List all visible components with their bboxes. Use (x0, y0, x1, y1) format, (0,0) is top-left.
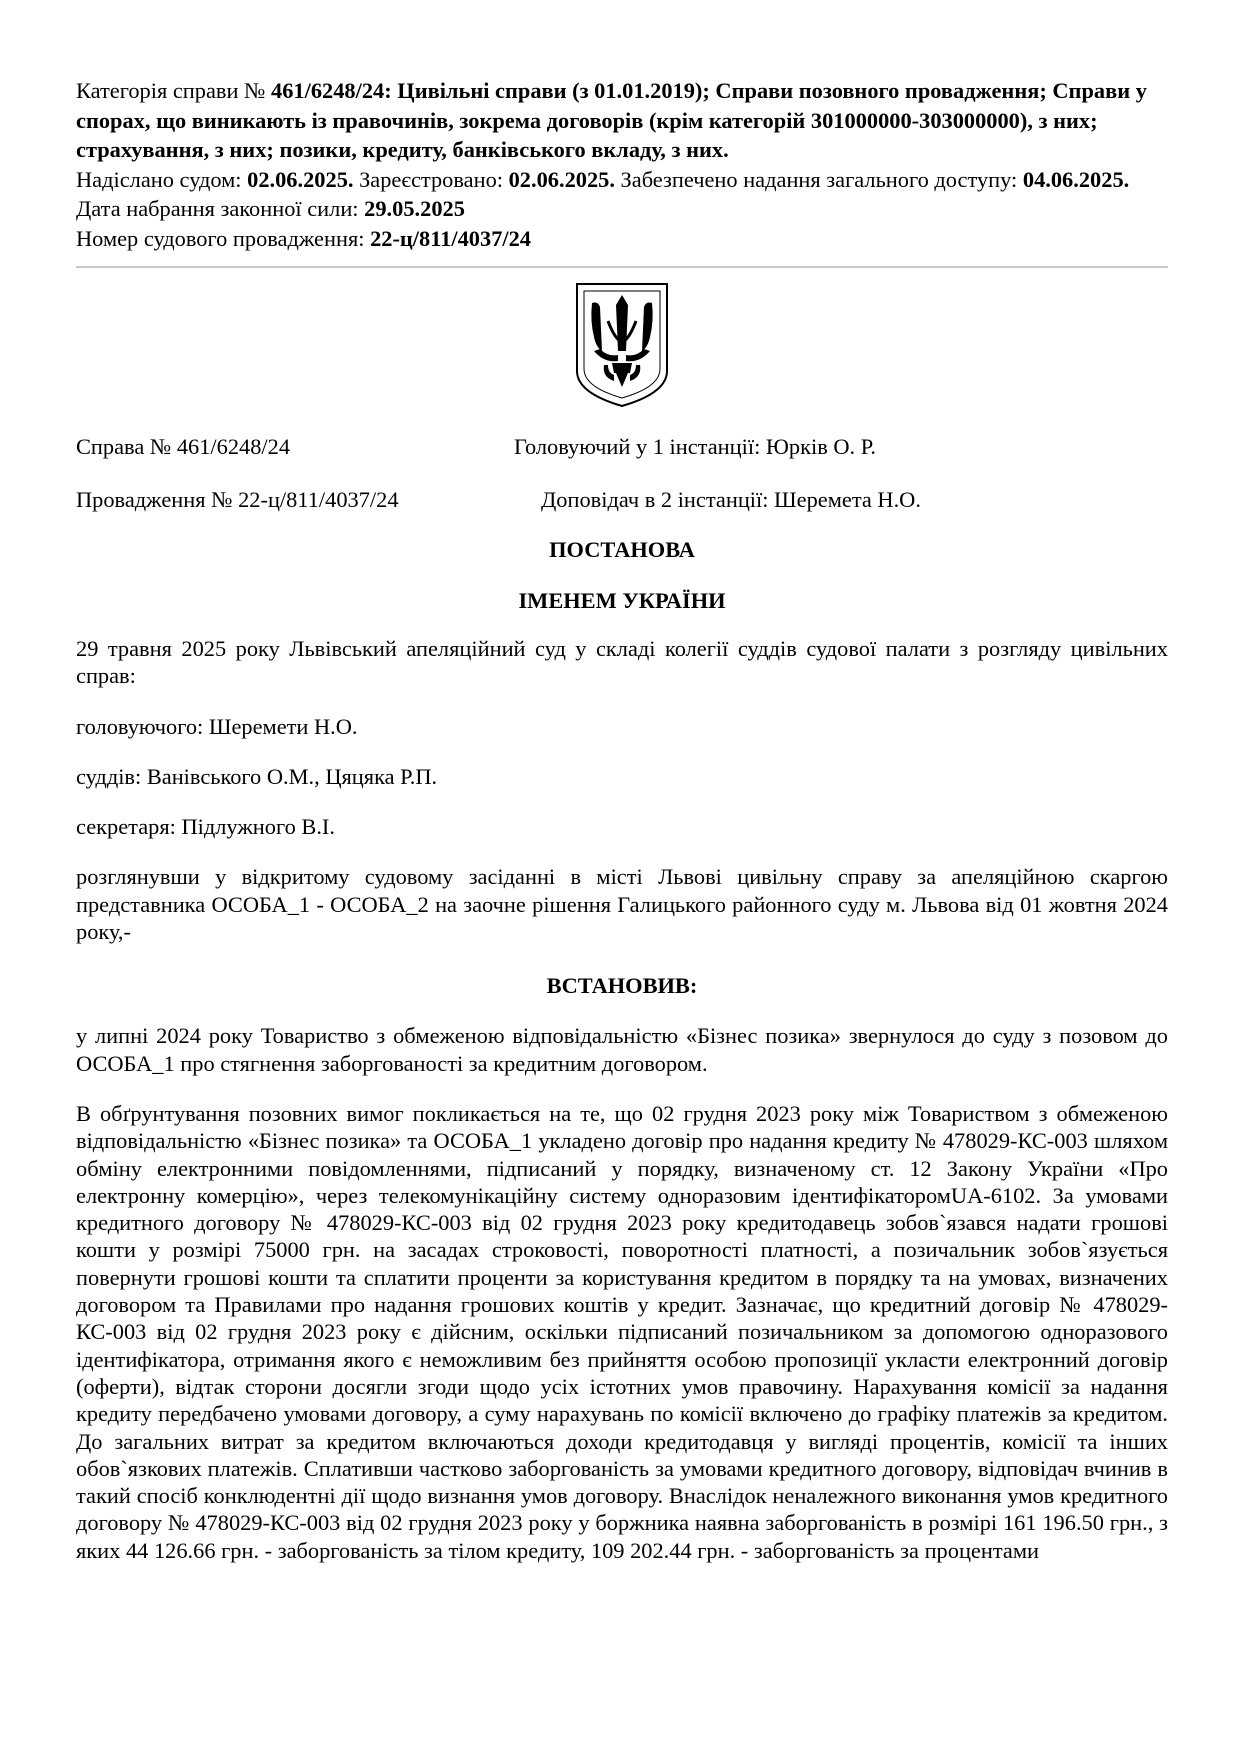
presiding-judge: головуючого: Шеремети Н.О. (76, 713, 358, 739)
document-subtitle: ІМЕНЕМ УКРАЇНИ (518, 588, 726, 613)
case-header-row-2 (76, 485, 1168, 515)
case-header-row-1 (76, 432, 1168, 462)
ukraine-coat-of-arms-icon (574, 281, 670, 409)
document-metadata (76, 76, 1168, 253)
registered-label: Зареєстровано: (353, 166, 509, 192)
divider (76, 266, 1168, 268)
document-page (76, 0, 1168, 1564)
sent-label: Надіслано судом: (76, 166, 248, 192)
first-instance-presiding: Головуючий у 1 інстанції: Юрків О. Р. (514, 434, 876, 459)
body-paragraph: В обґрунтування позовних вимог покликається на те, що 02 грудня 2023 року між Товариством з обмеженою відповідальністю «Бізнес позика» та ОСОБА_1 укладено договір про надання кредиту № 478029-КС-003 шляхом обміну електронними повідомленнями, підписаний у порядку, визначеному ст. 12 Закону України «Про електронну комерцію», через телекомунікаційну систему одноразовим ідентифікаторомUA-6102. За умовами кредитного договору № 478029-КС-003 від 02 грудня 2023 року кредитодавець зобов`язався надати грошові кошти у розмірі 75000 грн. на засадах строковості, поворотності платності, а позичальник зобов`язується повернути грошові кошти та сплатити проценти за користування кредитом в порядку та на умовах, визначених договором та Правилами про надання грошових коштів у кредит. Зазначає, що кредитний договір № 478029-КС-003 від 02 грудня 2023 року є дійсним, оскільки підписаний позичальником за допомогою одноразового ідентифікатора, отримання якого є неможливим без прийняття особою пропозиції укласти електронний договір (оферти), відтак сторони досягли згоди щодо усіх істотних умов правочину. Нарахування комісії за надання кредиту передбачено умовами договору, а суму нарахувань по комісії включено до графіку платежів за кредитом. До загальних витрат за кредитом включаються доходи кредитодавця у вигляді процентів, комісії та інших обов`язкових платежів. Сплативши частково заборгованість за умовами кредитного договору, відповідач вчинив в такий спосіб конклюдентні дії щодо визнання умов договору. Внаслідок неналежного виконання умов кредитного договору № 478029-КС-003 від 02 грудня 2023 року у боржника наявна заборгованість в розмірі 161 196.50 грн., з яких 44 126.66 грн. - заборгованість за тілом кредиту, 109 202.44 грн. - заборгованість за процентами (76, 1100, 1168, 1563)
body-paragraph: у липні 2024 року Товариство з обмеженою відповідальністю «Бізнес позика» звернулося до суду з позовом до ОСОБА_1 про стягнення заборгованості за кредитним договором. (76, 1023, 1168, 1076)
secretary: секретаря: Підлужного В.І. (76, 814, 335, 840)
case-category (76, 76, 1168, 165)
public-access-label: Забезпечено надання загального доступу: (614, 166, 1023, 192)
second-instance-rapporteur: Доповідач в 2 інстанції: Шеремета Н.О. (541, 487, 921, 512)
considered-paragraph: розглянувши у відкритому судовому засіданні в місті Львові цивільну справу за апеляційною скаргою представника ОСОБА_1 - ОСОБА_2 на заочне рішення Галицького районного суду м. Львова від 01 жовтня 2024 року,- (76, 864, 1168, 945)
case-category-label: Категорія справи № (76, 78, 272, 103)
public-access-date: 04.06.2025. (1022, 166, 1130, 192)
intro-paragraph: 29 травня 2025 року Львівський апеляційний суд у складі колегії суддів судової палати з розгляду цивільних справ: (76, 636, 1168, 689)
sent-date: 02.06.2025. (247, 166, 354, 192)
proceeding-number-line (76, 224, 1168, 254)
effective-date: 29.05.2025 (364, 196, 465, 221)
effective-date-label: Дата набрання законної сили: (76, 196, 365, 221)
judges: суддів: Ванівського О.М., Цяцяка Р.П. (76, 763, 438, 789)
case-number: Справа № 461/6248/24 (76, 434, 291, 459)
dates-line (76, 165, 1168, 195)
proceeding-number-label: Номер судового провадження: (76, 225, 371, 251)
effective-date-line (76, 194, 1168, 224)
established-heading: ВСТАНОВИВ: (546, 973, 698, 999)
proceeding-number-header: Провадження № 22-ц/811/4037/24 (76, 487, 399, 512)
document-title: ПОСТАНОВА (549, 537, 695, 562)
registered-date: 02.06.2025. (508, 166, 615, 192)
case-category-value: 461/6248/24: Цивільні справи (з 01.01.2019); Справи позовного провадження; Справи у спорах, що виникають із правочинів, зокрема договорів (крім категорій 301000000-303000000), з них; страхування, з них; позики, кредиту, банківського вкладу, з них. (76, 78, 1147, 162)
proceeding-number: 22-ц/811/4037/24 (370, 225, 531, 251)
